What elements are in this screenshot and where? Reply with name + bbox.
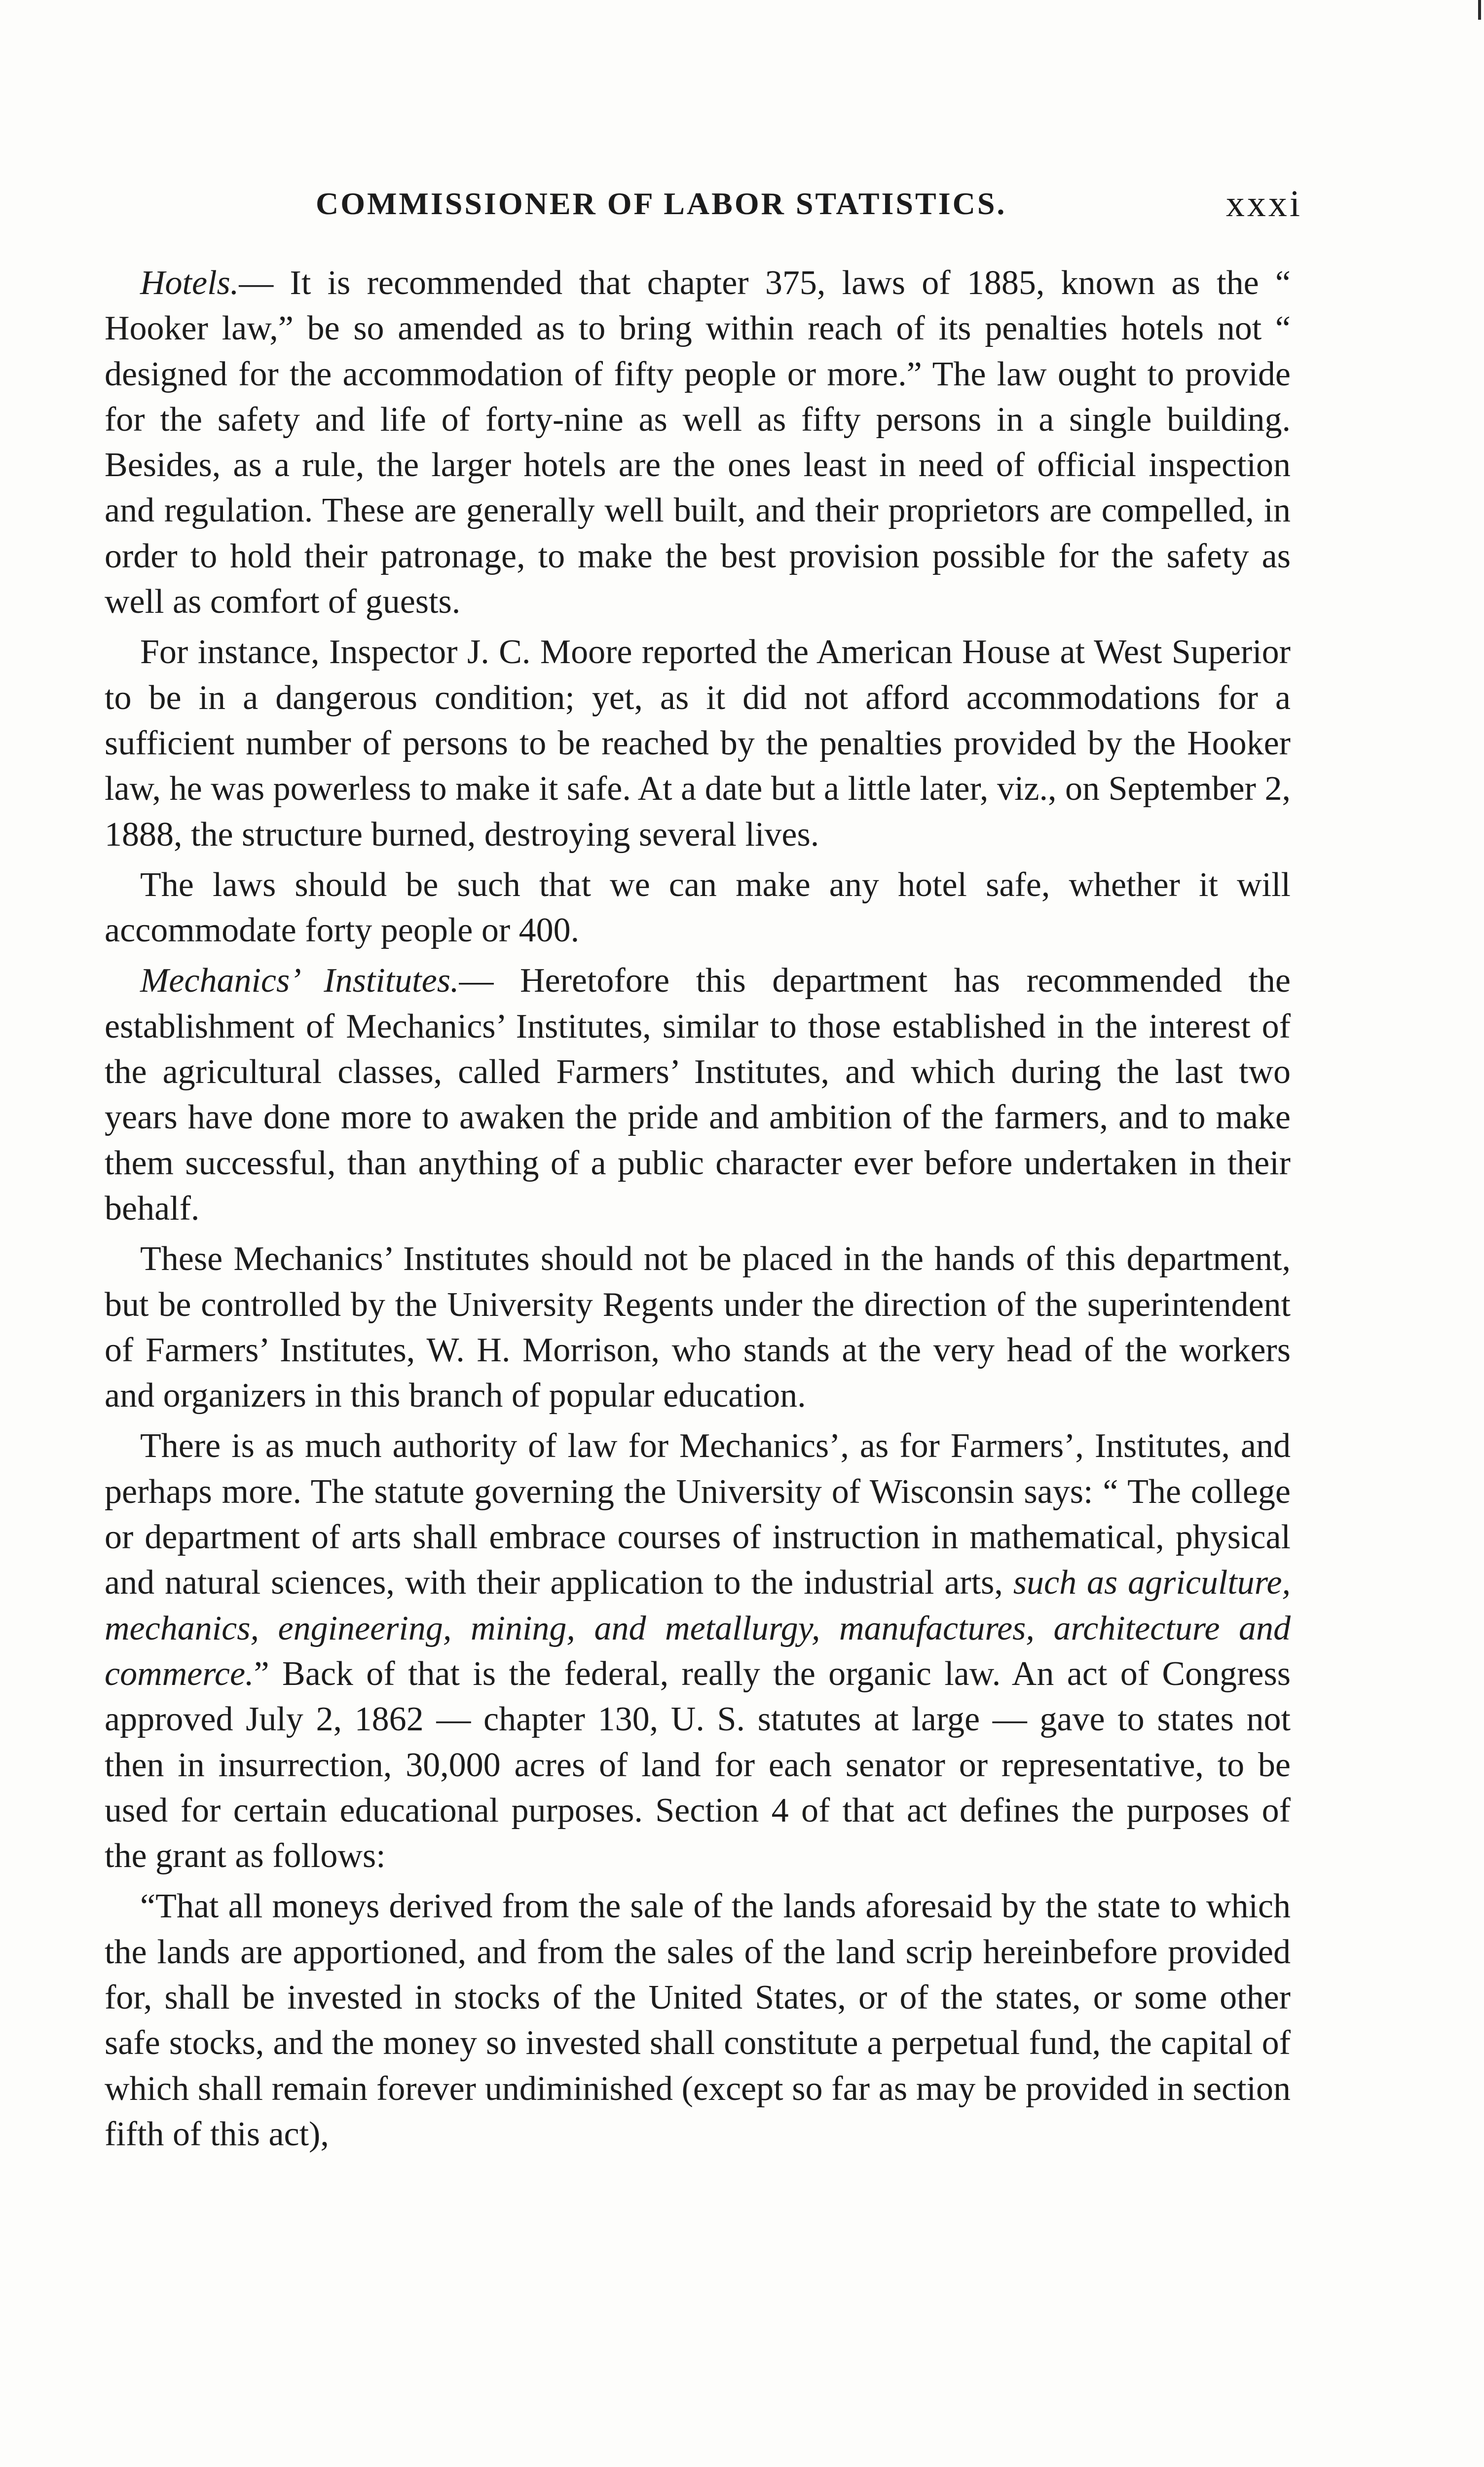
body-text [105,261,1291,2162]
paragraph-italic-quote: such as agriculture, mechanics, engineering, mining, and metallurgy, manufactures, architecture and commerce. [105,1564,1291,1693]
paragraph-mechanics-institutes [105,958,1291,1232]
paragraph-text: For instance, Inspector J. C. Moore reported the American House at West Superior to be in a dangerous condition; yet, as it did not afford accommodations for a sufficient number of persons to be reached by the penalties provided by the Hooker law, he was powerless to make it safe. At a date but a little later, viz., on September 2, 1888, the structure burned, destroying several lives. [105,633,1291,854]
paragraph-text: — Heretofore this department has recommended the establishment of Mechanics’ Institutes, similar to those established in the interest of the agricultural classes, called Farmers’ Institutes, and which during the last two years have done more to awaken the pride and ambition of the farmers, and to make them successful, than anything of a public character ever before undertaken in their behalf. [105,962,1291,1228]
paragraph-authority-of-law [105,1423,1291,1879]
paragraph-hotels [105,261,1291,625]
paragraph-text: The laws should be such that we can make any hotel safe, whether it will accommodate forty people or 400. [105,865,1291,950]
paragraph-text: There is as much authority of law for Mechanics’, as for Farmers’, Institutes, and perhaps more. The statute governing the University of Wisconsin says: “ The college or department of arts shall embrace courses of instruction in mathematical, physical and natural sciences, with their application to the industrial arts, [105,1427,1291,1602]
paragraph-text: These Mechanics’ Institutes should not be placed in the hands of this department, but be controlled by the University Regents under the direction of the superintendent of Farmers’ Institutes, W. H. Morrison, who stands at the very head of the workers and organizers in this branch of popular education. [105,1240,1291,1415]
paragraph-american-house [105,630,1291,857]
paragraph-text: ” Back of that is the federal, really the organic law. An act of Congress approved July 2, 1862 — chapter 130, U. S. statutes at large — gave to states not then in insurrection, 30,000 acres of land for each senator or representative, to be used for certain educational purposes. Section 4 of that act defines the purposes of the grant as follows: [105,1654,1291,1875]
scan-edge-mark [1478,0,1481,20]
paragraph-hotel-safety [105,862,1291,954]
paragraph-text: — It is recommended that chapter 375, laws of 1885, known as the “ Hooker law,” be so amended as to bring within reach of its penalties hotels not “ designed for the accommodation of fifty people or more.” The law ought to provide for the safety and life of forty-nine as well as fifty persons in a single building. Besides, as a rule, the larger hotels are the ones least in need of official inspection and regulation. These are generally well built, and their proprietors are compelled, in order to hold their patronage, to make the best provision possible for the safety as well as comfort of guests. [105,264,1291,621]
running-head-title: COMMISSIONER OF LABOR STATISTICS. [316,186,1007,221]
running-head [316,182,1302,226]
run-in-heading-mechanics: Mechanics’ Institutes. [140,962,459,1000]
run-in-heading-hotels: Hotels. [140,264,239,302]
paragraph-university-regents [105,1236,1291,1419]
paragraph-statute-quote [105,1884,1291,2157]
page-number: xxxi [1225,183,1302,224]
paragraph-text: “That all moneys derived from the sale of the lands aforesaid by the state to which the lands are apportioned, and from the sales of the land scrip hereinbefore provided for, shall be invested in stocks of the United States, or of the states, or some other safe stocks, and the money so invested shall constitute a perpetual fund, the capital of which shall remain forever undiminished (except so far as may be provided in section fifth of this act), [105,1887,1291,2153]
